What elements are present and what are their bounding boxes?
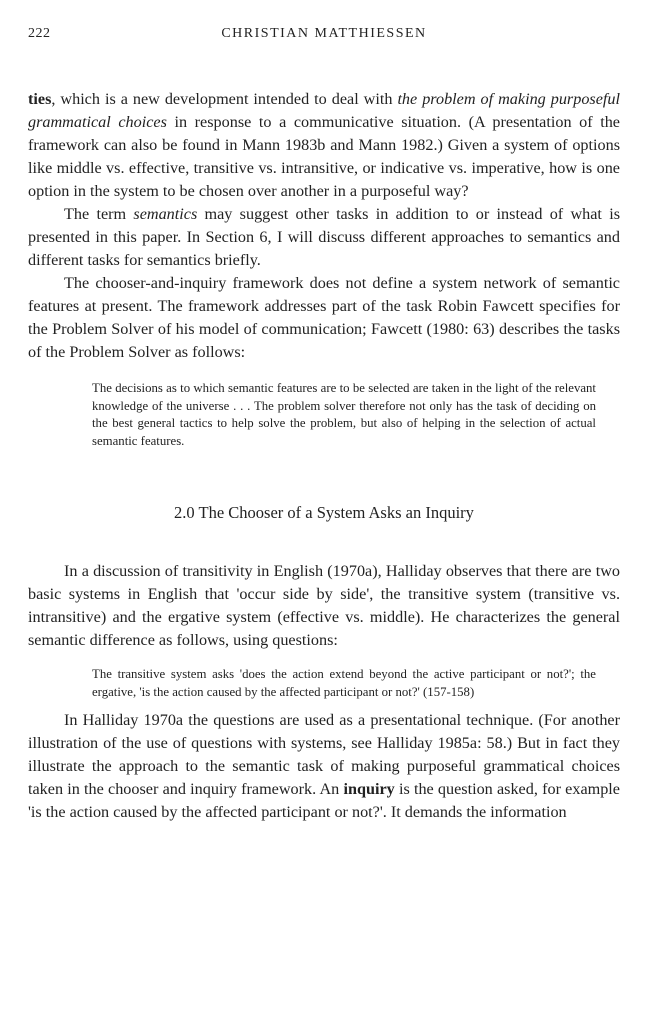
running-title: CHRISTIAN MATTHIESSEN — [221, 26, 427, 41]
body-text — [28, 88, 620, 824]
book-page — [28, 26, 620, 824]
section-heading: 2.0 The Chooser of a System Asks an Inquiry — [174, 503, 474, 522]
block-quote-fawcett: The decisions as to which semantic features are to be selected are taken in the light of the relevant knowledge of the universe . . . The problem solver therefore not only has the task of deciding on the best general tactics to help solve the problem, but also of helping in the selection of actual semantic features. — [92, 381, 596, 448]
paragraph-4: In a discussion of transitivity in English (1970a), Halliday observes that there are two basic systems in English that 'occur side by side', the transitive system (transitive vs. intransitive) and the ergative system (effective vs. middle). He characterizes the general semantic difference as follows, using questions: — [28, 562, 620, 649]
italic-term: semantics — [133, 205, 198, 223]
page-number: 222 — [28, 26, 51, 41]
paragraph-1: ties, which is a new development intended to deal with the problem of making purposeful grammatical choices in response to a communicative situation. (A presentation of the framework can also be found in Mann 1983b and Mann 1982.) Given a system of options like middle vs. effective, transitive vs. intransitive, or indicative vs. imperative, how is one option in the system to be chosen over another in a purposeful way? — [28, 90, 620, 200]
bold-term-inquiry: inquiry — [343, 780, 395, 798]
block-quote-halliday: The transitive system asks 'does the action extend beyond the active participant or not?'; the ergative, 'is the action caused by the affected participant or not?' (157-158) — [92, 667, 596, 699]
paragraph-5: In Halliday 1970a the questions are used as a presentational technique. (For another illustration of the use of questions with systems, see Halliday 1985a: 58.) But in fact they illustrate the approach to the semantic task of making purposeful grammatical choices taken in the chooser and inquiry framework. An inquiry is the question asked, for example 'is the action caused by the affected participant or not?'. It demands the information — [28, 711, 620, 821]
running-head — [28, 26, 620, 48]
paragraph-3: The chooser-and-inquiry framework does not define a system network of semantic features at present. The framework addresses part of the task Robin Fawcett specifies for the Problem Solver of his model of communication; Fawcett (1980: 63) describes the tasks of the Problem Solver as follows: — [28, 274, 620, 361]
paragraph-2: The term semantics may suggest other tasks in addition to or instead of what is presented in this paper. In Section 6, I will discuss different approaches to semantics and different tasks for semantics briefly. — [28, 205, 620, 269]
italic-phrase: the problem of making purposeful grammatical choices — [28, 90, 620, 131]
bold-term: ties — [28, 90, 52, 108]
